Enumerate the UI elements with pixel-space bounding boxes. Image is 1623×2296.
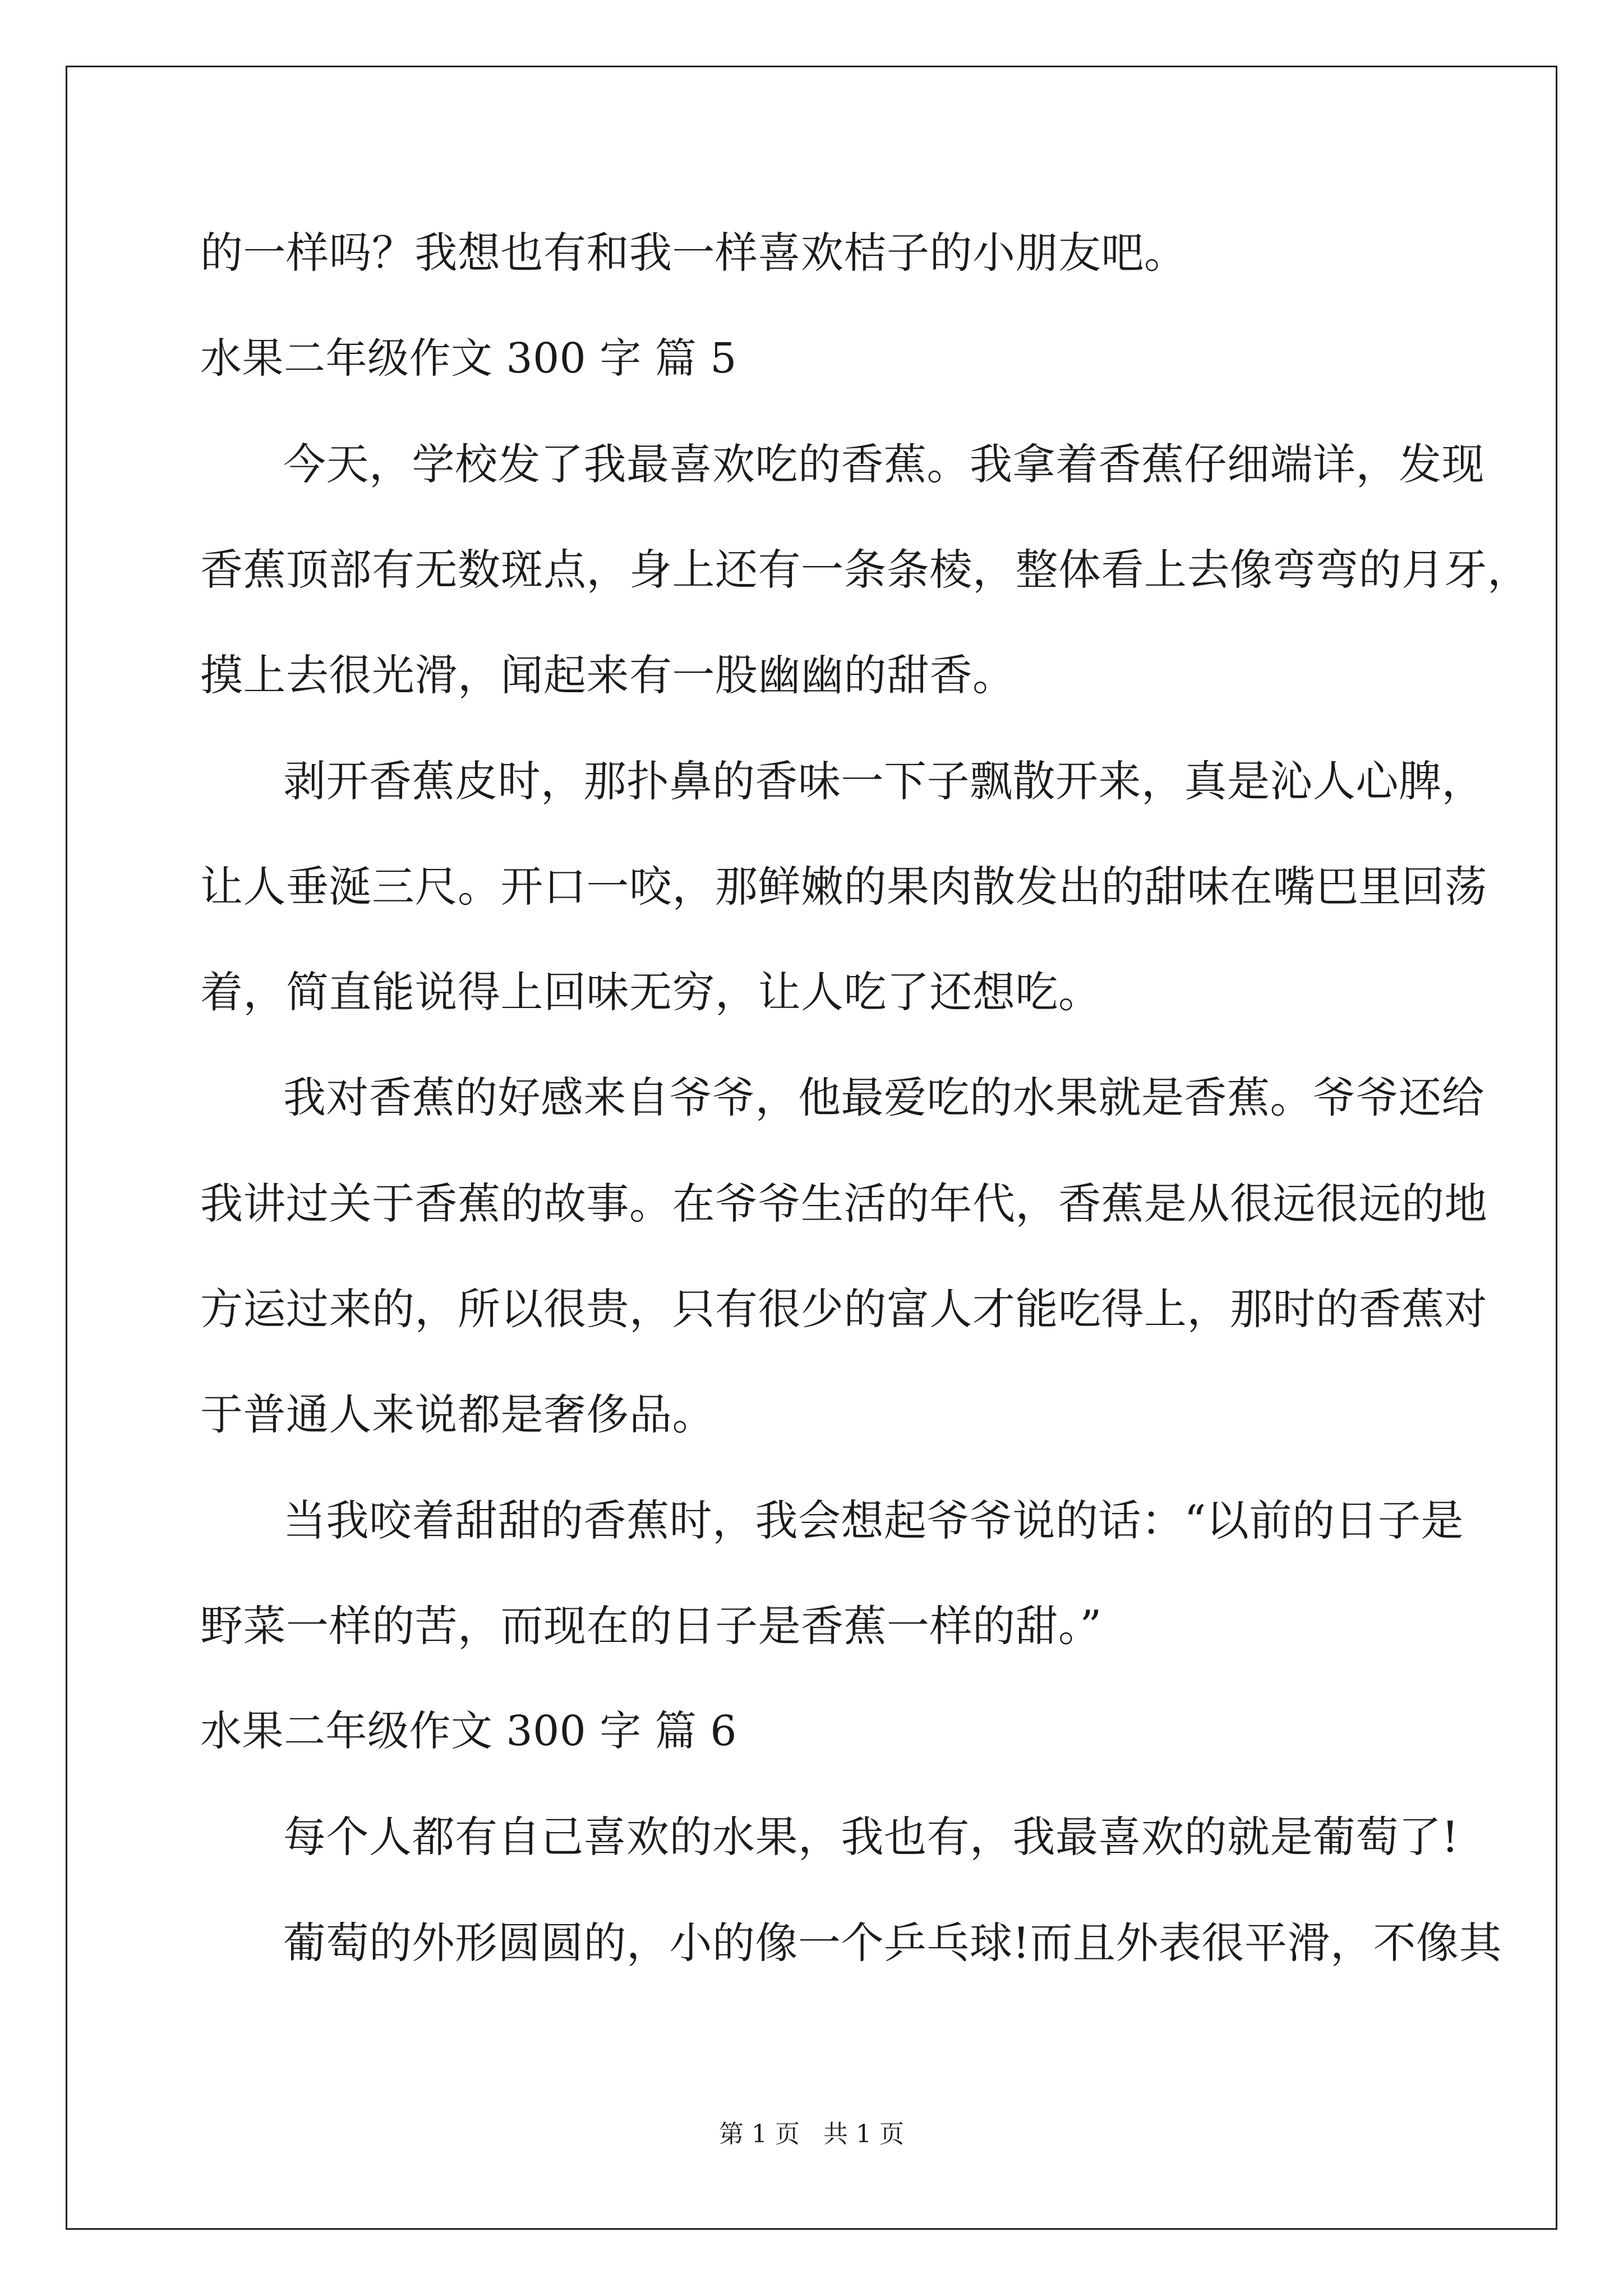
text-line: 野菜一样的苦，而现在的日子是香蕉一样的甜。” [200,1601,1102,1651]
page-number-footer: 第 1 页 共 1 页 [719,2120,904,2148]
section-heading: 水果二年级作文 300 字 篇 5 [200,334,737,383]
text-line: 香蕉顶部有无数斑点，身上还有一条条棱，整体看上去像弯弯的月牙， [200,545,1530,595]
text-line: 剥开香蕉皮时，那扑鼻的香味一下子飘散开来，真是沁人心脾， [283,756,1484,806]
section-heading: 水果二年级作文 300 字 篇 6 [200,1707,737,1755]
text-line: 的一样吗？我想也有和我一样喜欢桔子的小朋友吧。 [200,228,1187,278]
text-line: 每个人都有自己喜欢的水果，我也有，我最喜欢的就是葡萄了! [283,1812,1459,1862]
text-line: 当我咬着甜甜的香蕉时，我会想起爷爷说的话：“以前的日子是 [283,1496,1464,1545]
text-line: 于普通人来说都是奢侈品。 [200,1389,715,1439]
text-line: 葡萄的外形圆圆的，小的像一个乒乓球!而且外表很平滑，不像其 [283,1918,1502,1968]
text-line: 今天，学校发了我最喜欢吃的香蕉。我拿着香蕉仔细端详，发现 [283,439,1484,489]
page-border [66,66,1557,2230]
text-line: 着，简直能说得上回味无穷，让人吃了还想吃。 [200,967,1101,1017]
text-line: 摸上去很光滑，闻起来有一股幽幽的甜香。 [200,650,1016,700]
text-line: 我对香蕉的好感来自爷爷，他最爱吃的水果就是香蕉。爷爷还给 [283,1073,1484,1122]
text-line: 让人垂涎三尺。开口一咬，那鲜嫩的果肉散发出的甜味在嘴巴里回荡 [200,862,1487,912]
text-line: 方运过来的，所以很贵，只有很少的富人才能吃得上，那时的香蕉对 [200,1284,1487,1334]
text-line: 我讲过关于香蕉的故事。在爷爷生活的年代，香蕉是从很远很远的地 [200,1179,1487,1228]
